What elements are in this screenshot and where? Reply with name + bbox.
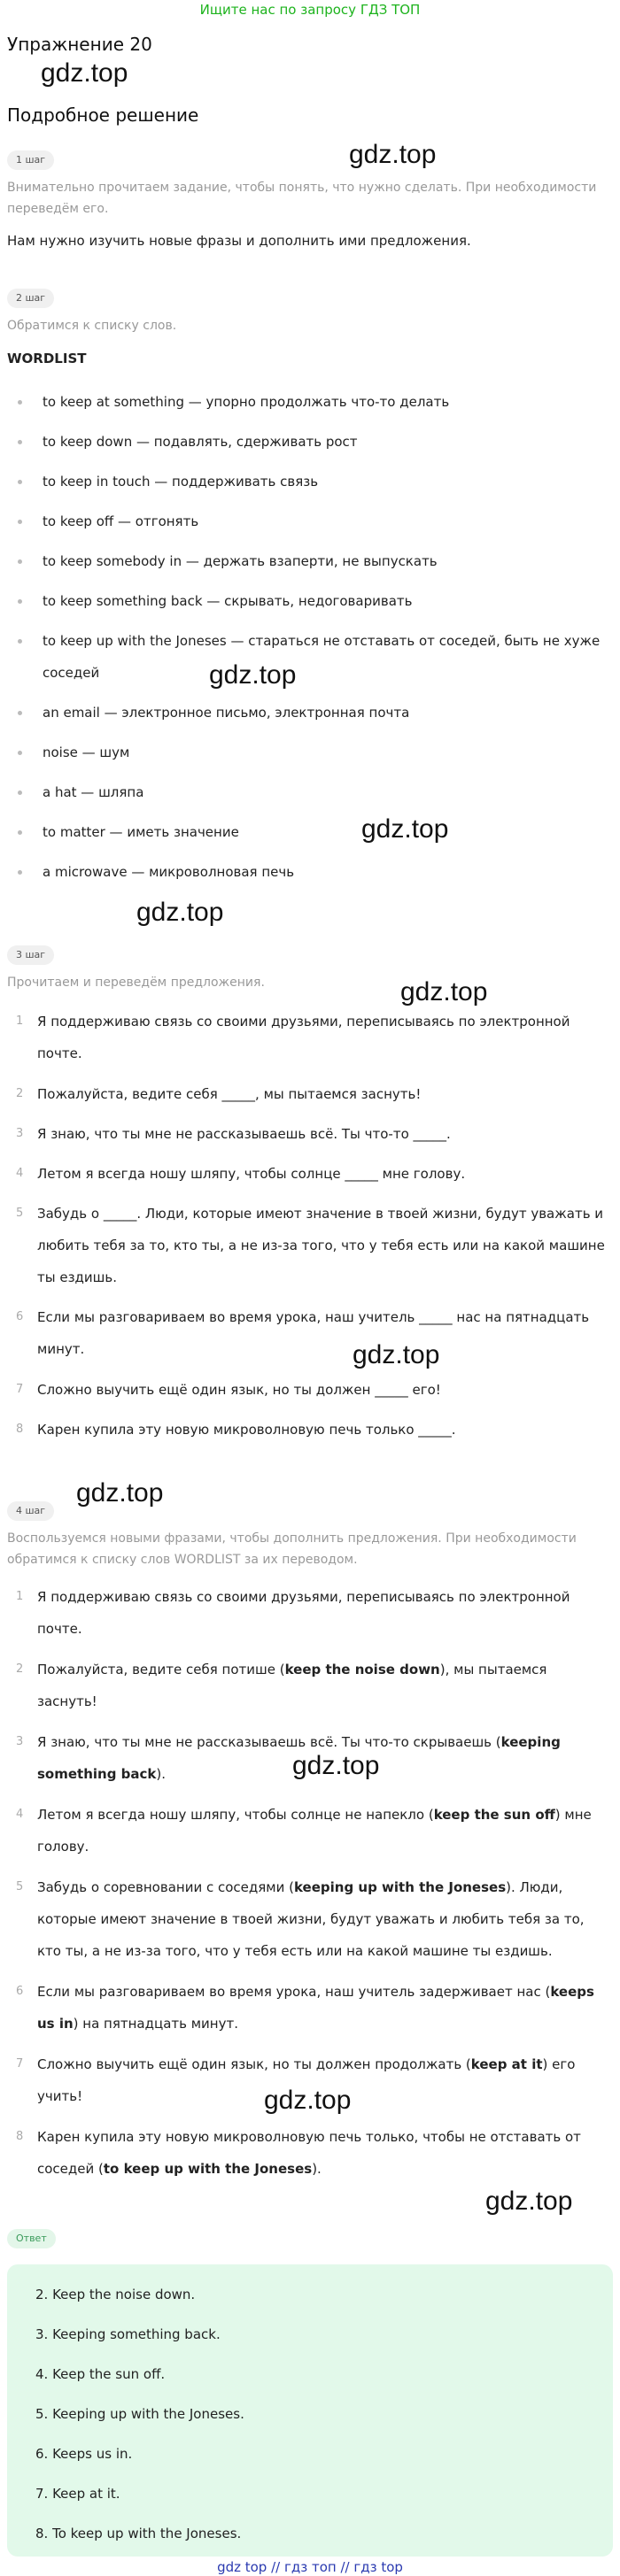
sentence-text: Забудь о соревновании с соседями (keeping up with the Joneses). Люди, которые имеют значение в твоей жизни, будут уважать и любить тебя за то, кто ты, а не из-за того, что у тебя есть или на какой машине ты ездишь. (37, 1879, 585, 1959)
item-number: 7 (16, 1383, 24, 1396)
sentence-text: Если мы разговариваем во время урока, наш учитель задерживает нас (keeps us in) на пятнадцать минут. (37, 1984, 594, 2032)
watermark: gdz.top (41, 58, 128, 88)
list-item-text: to keep in touch — поддерживать связь (43, 474, 319, 490)
list-item (14, 386, 616, 418)
footer-links[interactable]: gdz top // гдз топ // гдз top (217, 2559, 403, 2575)
sentence-text: Пожалуйста, ведите себя потише (keep the noise down), мы пытаемся заснуть! (37, 1662, 547, 1709)
bullet-icon (18, 400, 22, 405)
item-number: 4 (16, 1808, 24, 1821)
sentence-text: Сложно выучить ещё один язык, но ты должен _____ его! (37, 1382, 441, 1398)
answer-line: 5. Keeping up with the Joneses. (35, 2406, 244, 2422)
bullet-icon (18, 520, 22, 524)
list-item-text: to keep up with the Joneses — стараться не отставать от соседей, быть не хуже соседей (43, 633, 601, 681)
list-item (14, 625, 616, 689)
item-number: 8 (16, 1423, 24, 1436)
list-item-text: to keep at something — упорно продолжать что-то делать (43, 394, 450, 410)
bullet-icon (18, 639, 22, 644)
sentence-text: Пожалуйста, ведите себя _____, мы пытаемся заснуть! (37, 1086, 422, 1102)
answer-line: 6. Keeps us in. (35, 2446, 133, 2462)
answer-sentence (7, 1726, 609, 1790)
sentence-text: Забудь о _____. Люди, которые имеют значение в твоей жизни, будут уважать и любить тебя за то, кто ты, а не из-за того, что у тебя есть или на какой машине ты ездишь. (37, 1206, 605, 1285)
item-number: 2 (16, 1087, 24, 1100)
bullet-icon (18, 751, 22, 755)
watermark: gdz.top (485, 2187, 573, 2216)
sentence-text: Я знаю, что ты мне не рассказываешь всё. Ты что-то скрываешь (keeping something back). (37, 1734, 561, 1782)
list-item-text: an email — электронное письмо, электронная почта (43, 705, 410, 721)
answer-line: 7. Keep at it. (35, 2486, 120, 2502)
sentence-item (7, 1198, 609, 1293)
answer-sentence (7, 1976, 609, 2040)
item-number: 2 (16, 1662, 24, 1676)
answer-sentence (7, 1581, 609, 1645)
watermark: gdz.top (292, 1751, 380, 1780)
sentence-text: Летом я всегда ношу шляпу, чтобы солнце не напекло (keep the sun off) мне голову. (37, 1807, 592, 1855)
sentence-text: Летом я всегда ношу шляпу, чтобы солнце _____ мне голову. (37, 1166, 466, 1182)
list-item-text: to keep somebody in — держать взаперти, не выпускать (43, 553, 438, 569)
answer-sentence (7, 1799, 609, 1863)
list-item (14, 776, 616, 808)
bullet-icon (18, 711, 22, 715)
answer-sentence (7, 2121, 609, 2185)
step-hint: Воспользуемся новыми фразами, чтобы дополнить предложения. При необходимости обратимся к списку слов WORDLIST за их переводом. (7, 1531, 577, 1567)
sentence-item (7, 1078, 609, 1110)
sentence-item (7, 1301, 609, 1365)
list-item-text: to matter — иметь значение (43, 824, 239, 840)
bullet-icon (18, 480, 22, 484)
answer-line: 2. Keep the noise down. (35, 2287, 196, 2302)
bullet-icon (18, 791, 22, 795)
wordlist-heading: WORDLIST (7, 351, 87, 366)
step-badge: 2 шаг (7, 289, 54, 308)
watermark: gdz.top (400, 977, 488, 1006)
step-badge: 3 шаг (7, 945, 54, 965)
item-number: 6 (16, 1985, 24, 1998)
sentence-text: Я поддерживаю связь со своими друзьями, переписываясь по электронной почте. (37, 1589, 570, 1637)
step-badge: 4 шаг (7, 1501, 54, 1521)
bullet-icon (18, 830, 22, 835)
answer-line: 4. Keep the sun off. (35, 2366, 166, 2382)
item-number: 6 (16, 1310, 24, 1323)
answer-badge: Ответ (7, 2229, 56, 2248)
item-number: 4 (16, 1167, 24, 1180)
step-hint: Обратимся к списку слов. (7, 319, 177, 333)
list-item (14, 545, 616, 577)
bullet-icon (18, 870, 22, 875)
sentence-item (7, 1158, 609, 1190)
answer-box (7, 2264, 613, 2557)
list-item (14, 466, 616, 497)
bullet-icon (18, 559, 22, 564)
list-item (14, 426, 616, 458)
sentence-text: Карен купила эту новую микроволновую печь только _____. (37, 1422, 456, 1438)
answer-line: 8. To keep up with the Joneses. (35, 2526, 242, 2541)
list-item (14, 856, 616, 888)
watermark: gdz.top (209, 660, 297, 690)
step-badge: 1 шаг (7, 150, 54, 170)
item-number: 7 (16, 2057, 24, 2071)
list-item-text: noise — шум (43, 744, 130, 760)
step-hint: Прочитаем и переведём предложения. (7, 976, 265, 990)
step-hint: Внимательно прочитаем задание, чтобы понять, что нужно сделать. При необходимости переведём его. (7, 181, 597, 216)
sentence-text: Если мы разговариваем во время урока, наш учитель _____ нас на пятнадцать минут. (37, 1309, 590, 1357)
list-item-text: to keep down — подавлять, сдерживать рост (43, 434, 358, 450)
watermark: gdz.top (264, 2086, 352, 2115)
list-item (14, 505, 616, 537)
section-title: Подробное решение (7, 104, 199, 126)
item-number: 5 (16, 1880, 24, 1893)
list-item (14, 737, 616, 768)
item-number: 1 (16, 1590, 24, 1603)
top-banner: Ищите нас по запросу ГДЗ ТОП (199, 2, 421, 18)
item-number: 3 (16, 1127, 24, 1140)
sentence-text: Карен купила эту новую микроволновую печь только, чтобы не отставать от соседей (to keep up with the Joneses). (37, 2129, 581, 2177)
answer-sentence (7, 2048, 609, 2112)
item-number: 1 (16, 1014, 24, 1028)
watermark: gdz.top (349, 140, 437, 169)
watermark: gdz.top (353, 1340, 440, 1369)
sentence-text: Я знаю, что ты мне не рассказываешь всё. Ты что-то _____. (37, 1126, 451, 1142)
sentence-item (7, 1374, 609, 1406)
step-text: Нам нужно изучить новые фразы и дополнить ими предложения. (7, 233, 471, 249)
list-item-text: a hat — шляпа (43, 784, 144, 800)
bullet-icon (18, 440, 22, 444)
page-title: Упражнение 20 (7, 34, 152, 55)
sentence-item (7, 1414, 609, 1446)
sentence-text: Я поддерживаю связь со своими друзьями, переписываясь по электронной почте. (37, 1014, 570, 1061)
answer-sentence (7, 1654, 609, 1717)
answer-line: 3. Keeping something back. (35, 2326, 221, 2342)
sentence-item (7, 1006, 609, 1069)
item-number: 8 (16, 2130, 24, 2143)
list-item-text: to keep off — отгонять (43, 513, 199, 529)
watermark: gdz.top (76, 1478, 164, 1508)
list-item (14, 585, 616, 617)
answer-sentence (7, 1871, 609, 1967)
list-item (14, 816, 616, 848)
list-item (14, 697, 616, 729)
item-number: 5 (16, 1207, 24, 1220)
item-number: 3 (16, 1735, 24, 1748)
list-item-text: a microwave — микроволновая печь (43, 864, 295, 880)
watermark: gdz.top (136, 898, 224, 927)
sentence-text: Сложно выучить ещё один язык, но ты должен продолжать (keep at it) его учить! (37, 2056, 576, 2104)
sentence-item (7, 1118, 609, 1150)
list-item-text: to keep something back — скрывать, недоговаривать (43, 593, 413, 609)
watermark: gdz.top (361, 814, 449, 844)
bullet-icon (18, 599, 22, 604)
